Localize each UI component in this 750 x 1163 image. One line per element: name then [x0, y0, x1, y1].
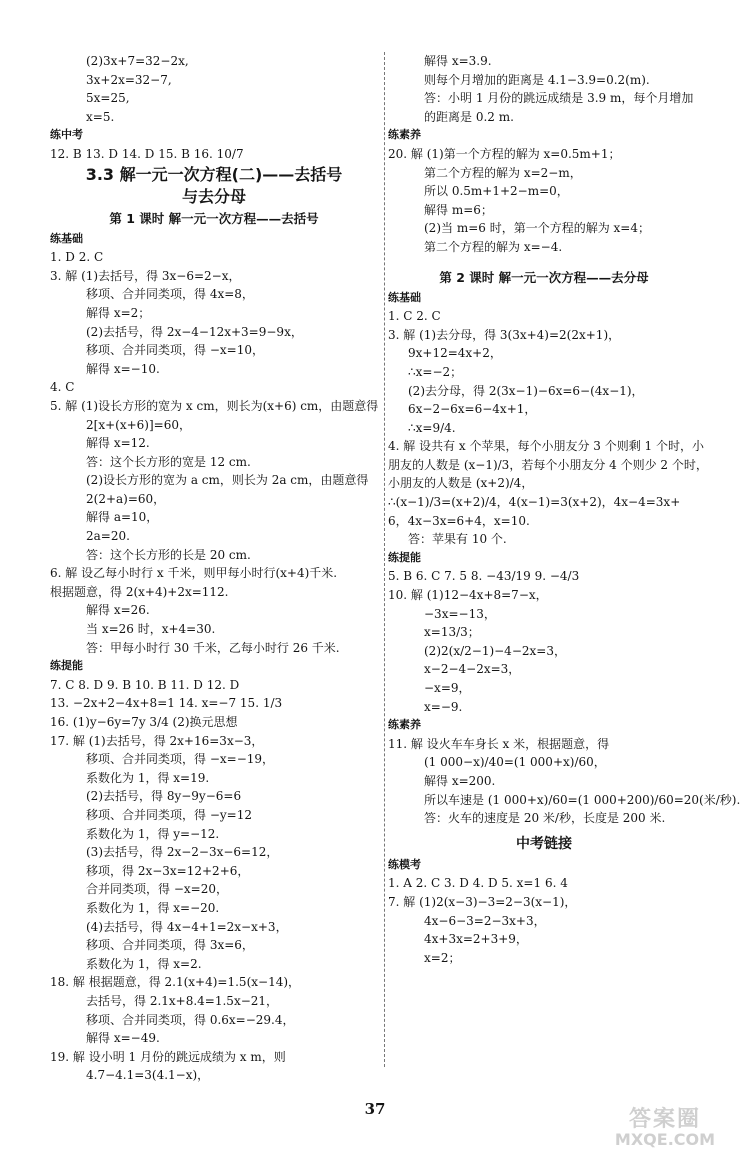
- right-column-line: 中考链接: [516, 835, 572, 852]
- left-column-line: 19. 解 设小明 1 月份的跳远成绩为 x m，则: [50, 1049, 286, 1064]
- right-column-line: 解得 x=200.: [424, 773, 496, 788]
- right-column-line: 7. 解 (1)2(x−3)−3=2−3(x−1)，: [388, 894, 577, 909]
- left-column-line: 答：甲每小时行 30 千米，乙每小时行 26 千米.: [86, 640, 340, 655]
- left-column-line: (2)去括号，得 8y−9y−6=6: [86, 789, 242, 804]
- left-column-line: 12. B 13. D 14. D 15. B 16. 10/7: [50, 146, 244, 161]
- left-column-line: 移项、合并同类项，得 −x=10，: [86, 343, 264, 358]
- right-column-line: 4x+3x=2+3+9，: [424, 932, 528, 947]
- right-column-line: 答：小明 1 月份的跳远成绩是 3.9 m，每个月增加: [424, 91, 694, 106]
- right-column-line: 3. 解 (1)去分母，得 3(3x+4)=2(2x+1)，: [388, 327, 621, 342]
- right-column-line: 5. B 6. C 7. 5 8. −43/19 9. −4/3: [388, 569, 580, 584]
- left-column: [50, 52, 378, 1085]
- left-column-line: 1. D 2. C: [50, 250, 104, 265]
- left-column-line: 7. C 8. D 9. B 10. B 11. D 12. D: [50, 677, 240, 692]
- left-column-line: 移项、合并同类项，得 4x=8，: [86, 287, 254, 302]
- left-column-line: 3. 解 (1)去括号，得 3x−6=2−x，: [50, 268, 241, 283]
- left-column-line: 第 1 课时 解一元一次方程——去括号: [109, 210, 319, 226]
- right-column-line: 9x+12=4x+2，: [408, 346, 502, 361]
- left-column-line: 系数化为 1，得 x=2.: [86, 956, 202, 971]
- right-column-line: (2)去分母，得 2(3x−1)−6x=6−(4x−1)，: [408, 383, 644, 398]
- right-column: [388, 52, 741, 967]
- left-column-line: (2)设长方形的宽为 a cm，则长为 2a cm，由题意得: [86, 473, 369, 488]
- right-column-line: 20. 解 (1)第一个方程的解为 x=0.5m+1；: [388, 146, 621, 161]
- left-column-line: (2)3x+7=32−2x,: [86, 54, 189, 68]
- right-column-line: 6，4x−3x=6+4，x=10.: [388, 513, 530, 528]
- right-column-line: 练提能: [388, 550, 421, 564]
- left-column-line: 练提能: [50, 659, 83, 673]
- left-column-line: (4)去括号，得 4x−4+1=2x−x+3，: [86, 919, 288, 934]
- left-column-line: 18. 解 根据题意，得 2.1(x+4)=1.5(x−14)，: [50, 975, 301, 990]
- right-column-line: 1. A 2. C 3. D 4. D 5. x=1 6. 4: [388, 876, 568, 891]
- right-column-line: 4. 解 设共有 x 个苹果，每个小朋友分 3 个则剩 1 个时，小: [388, 439, 705, 454]
- right-column-line: 6x−2−6x=6−4x+1，: [408, 402, 537, 417]
- right-column-line: ∴x=9/4.: [408, 420, 456, 435]
- right-column-line: 第二个方程的解为 x=−4.: [424, 239, 563, 254]
- left-column-line: 解得 x=−10.: [86, 361, 160, 376]
- right-column-line: ∴x=−2；: [408, 364, 463, 379]
- right-column-line: 第 2 课时 解一元一次方程——去分母: [439, 269, 649, 285]
- column-divider: [384, 52, 385, 1067]
- right-column-line: 小朋友的人数是 (x+2)/4，: [388, 476, 534, 491]
- right-column-line: 所以车速是 (1 000+x)/60=(1 000+200)/60=20(米/秒).: [424, 792, 741, 807]
- right-column-line: (2)2(x/2−1)−4−2x=3，: [424, 643, 566, 658]
- left-column-line: 13. −2x+2−4x+8=1 14. x=−7 15. 1/3: [50, 696, 283, 711]
- left-column-line: 3.3 解一元一次方程(二)——去括号: [85, 164, 343, 184]
- left-column-line: 3x+2x=32−7,: [86, 72, 172, 87]
- left-column-line: 17. 解 (1)去括号，得 2x+16=3x−3，: [50, 733, 264, 748]
- left-column-line: 去括号，得 2.1x+8.4=1.5x−21，: [86, 993, 279, 1008]
- right-column-line: 答：苹果有 10 个.: [408, 532, 507, 547]
- right-column-line: 练素养: [388, 718, 421, 732]
- right-column-line: 10. 解 (1)12−4x+8=7−x，: [388, 588, 548, 603]
- left-column-line: 解得 x=12.: [86, 436, 150, 451]
- left-column-line: 16. (1)y−6y=7y 3/4 (2)换元思想: [50, 715, 238, 729]
- right-column-line: 解得 m=6；: [424, 202, 493, 217]
- left-column-line: 4. C: [50, 380, 75, 395]
- left-column-line: 移项、合并同类项，得 0.6x=−29.4，: [86, 1012, 295, 1027]
- left-column-line: 2a=20.: [86, 529, 130, 544]
- left-column-line: 解得 x=26.: [86, 603, 150, 618]
- left-column-line: 与去分母: [181, 186, 246, 206]
- left-column-line: 练中考: [50, 128, 83, 142]
- left-column-line: 根据题意，得 2(x+4)+2x=112.: [50, 584, 229, 599]
- left-column-line: 答：这个长方形的长是 20 cm.: [86, 547, 251, 562]
- right-column-line: 则每个月增加的距离是 4.1−3.9=0.2(m).: [424, 72, 650, 87]
- right-column-line: 第二个方程的解为 x=2−m，: [424, 165, 582, 180]
- right-column-line: 4x−6−3=2−3x+3，: [424, 913, 546, 928]
- left-column-line: 移项，得 2x−3x=12+2+6，: [86, 863, 250, 878]
- left-column-line: 答：这个长方形的宽是 12 cm.: [86, 454, 251, 469]
- right-column-line: 的距离是 0.2 m.: [424, 109, 514, 124]
- left-column-line: (3)去括号，得 2x−2−3x−6=12，: [86, 845, 279, 860]
- left-column-line: 6. 解 设乙每小时行 x 千米，则甲每小时行(x+4)千米.: [50, 566, 338, 581]
- left-column-line: 当 x=26 时，x+4=30.: [86, 622, 216, 637]
- page-number: 37: [364, 1100, 386, 1118]
- left-column-line: 解得 a=10，: [86, 510, 159, 525]
- left-column-line: 2(2+a)=60，: [86, 491, 166, 506]
- watermark-logo: [590, 1107, 740, 1158]
- right-column-line: 练基础: [388, 290, 421, 304]
- right-column-line: 解得 x=3.9.: [424, 54, 492, 68]
- left-column-line: 解得 x=−49.: [86, 1031, 160, 1046]
- left-column-line: 2[x+(x+6)]=60，: [86, 417, 191, 432]
- right-column-line: [388, 257, 700, 267]
- right-column-line: −x=9，: [424, 681, 471, 695]
- right-column-line: 所以 0.5m+1+2−m=0，: [424, 184, 569, 199]
- left-column-line: 移项、合并同类项，得 −x=−19，: [86, 752, 275, 767]
- left-column-line: 5x=25,: [86, 91, 130, 106]
- left-column-line: 移项、合并同类项，得 3x=6，: [86, 938, 254, 953]
- right-column-line: 朋友的人数是 (x−1)/3，若每个小朋友分 4 个则少 2 个时，: [388, 457, 708, 472]
- right-column-line: x−2−4−2x=3，: [424, 662, 521, 677]
- right-column-line: x=2；: [424, 950, 461, 965]
- watermark-text: 答案圈: [628, 1107, 701, 1132]
- right-column-line: 练模考: [388, 857, 421, 871]
- left-column-line: 解得 x=2；: [86, 305, 151, 320]
- right-column-line: x=13/3；: [424, 625, 480, 640]
- left-column-line: 移项、合并同类项，得 −y=12: [86, 807, 252, 822]
- left-column-line: x=5.: [86, 109, 115, 124]
- left-column-line: 系数化为 1，得 x=19.: [86, 770, 210, 785]
- right-column-line: 练素养: [388, 128, 421, 142]
- right-column-line: (1 000−x)/40=(1 000+x)/60，: [424, 755, 606, 770]
- left-column-line: 系数化为 1，得 x=−20.: [86, 900, 220, 915]
- right-column-line: 答：火车的速度是 20 米/秒，长度是 200 米.: [424, 811, 666, 826]
- right-column-line: 11. 解 设火车车身长 x 米，根据题意，得: [388, 736, 610, 751]
- right-column-line: 1. C 2. C: [388, 309, 441, 324]
- right-column-line: x=−9.: [424, 699, 463, 714]
- left-column-line: 合并同类项，得 −x=20，: [86, 882, 228, 897]
- right-column-line: −3x=−13，: [424, 606, 496, 621]
- left-column-line: 系数化为 1，得 y=−12.: [86, 826, 220, 841]
- watermark-url: MXQE.COM: [614, 1130, 716, 1149]
- left-column-line: 5. 解 (1)设长方形的宽为 x cm，则长为(x+6) cm，由题意得: [50, 398, 379, 413]
- right-column-line: ∴(x−1)/3=(x+2)/4，4(x−1)=3(x+2)，4x−4=3x+: [388, 495, 681, 510]
- left-column-line: 4.7−4.1=3(4.1−x)，: [86, 1068, 210, 1083]
- left-column-line: 练基础: [50, 231, 83, 245]
- right-column-line: (2)当 m=6 时，第一个方程的解为 x=4；: [424, 221, 650, 236]
- left-column-line: (2)去括号，得 2x−4−12x+3=9−9x，: [86, 324, 303, 339]
